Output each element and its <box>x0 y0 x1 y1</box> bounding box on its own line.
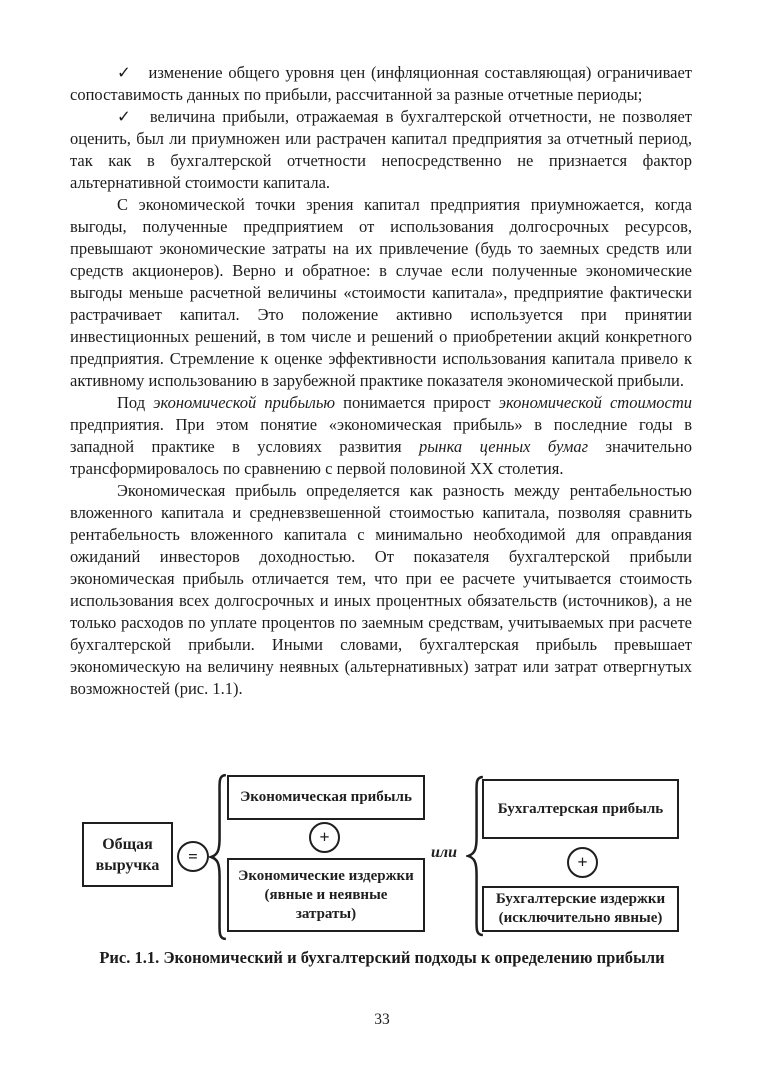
bullet-item-reported-profit: ✓ величина прибыли, отражаемая в бухгалтерской отчетности, не позволяет оценить, был ли приумножен или растрачен капитал предприятия за отчетный период, так как в бухгалтерской отчетности непосредственно не признается фактор альтернативной стоимости капитала. <box>70 107 692 192</box>
bullet-item-price-level: ✓ изменение общего уровня цен (инфляционная составляющая) ограничивает сопоставимость данных по прибыли, рассчитанной за разные отчетные периоды; <box>70 63 692 104</box>
accounting-costs-box: Бухгалтерские издержки (исключительно явные) <box>482 886 679 932</box>
plus-circle-accounting: + <box>567 847 598 878</box>
paragraph-capital-growth: С экономической точки зрения капитал предприятия приумножается, когда выгоды, полученные предприятием от использования долгосрочных ресурсов, превышают экономические затраты на их привлечение (будь то заемных средств или средств акционеров). Верно и обратное: в случае если полученные экономические выгоды меньше расчетной величины «стоимости капитала», предприятие фактически растрачивает капитал. Это положение активно используется при принятии инвестиционных решений, в том числе и решений о приобретении акций конкретного предприятия. Стремление к оценке эффективности использования капитала привело к активному использованию в зарубежной практике показателя экономической прибыли. <box>70 195 692 390</box>
or-label: или <box>430 844 457 861</box>
figure-1-1-diagram <box>70 773 692 943</box>
economic-profit-box: Экономическая прибыль <box>227 775 425 820</box>
figure-caption: Рис. 1.1. Экономический и бухгалтерский подходы к определению прибыли <box>99 948 665 967</box>
paragraph-economic-profit-definition: Под экономической прибылью понимается прирост экономической стоимости предприятия. При этом понятие «экономическая прибыль» в последние годы в западной практике в условиях развития рынка ценных бумаг значительно трансформировалось по сравнению с первой половиной XX столетия. <box>70 393 693 478</box>
plus-circle-economic: + <box>309 822 340 853</box>
curly-brace-left-icon <box>209 773 228 941</box>
equals-circle: = <box>177 841 209 872</box>
economic-costs-box: Экономические издержки (явные и неявные затраты) <box>227 858 425 932</box>
page-number: 33 <box>374 1011 390 1028</box>
paragraph-economic-vs-accounting: Экономическая прибыль определяется как разность между рентабельностью вложенного капитала и средневзвешенной стоимостью капитала, позволяя сравнить рентабельность вложенного капитала с минимально необходимой для оправдания ожиданий инвесторов доходностью. От показателя бухгалтерской прибыли экономическая прибыль отличается тем, что при ее расчете учитывается стоимость использования всех долгосрочных и иных процентных обязательств (источников), а не только расходов по уплате процентов по заемным средствам, учитываемых при расчете бухгалтерской прибыли. Иными словами, бухгалтерская прибыль превышает экономическую на величину неявных (альтернативных) затрат или затрат отвергнутых возможностей (рис. 1.1). <box>70 481 692 698</box>
total-revenue-box: Общая выручка <box>82 822 173 887</box>
body-text <box>70 62 692 700</box>
accounting-profit-box: Бухгалтерская прибыль <box>482 779 679 839</box>
